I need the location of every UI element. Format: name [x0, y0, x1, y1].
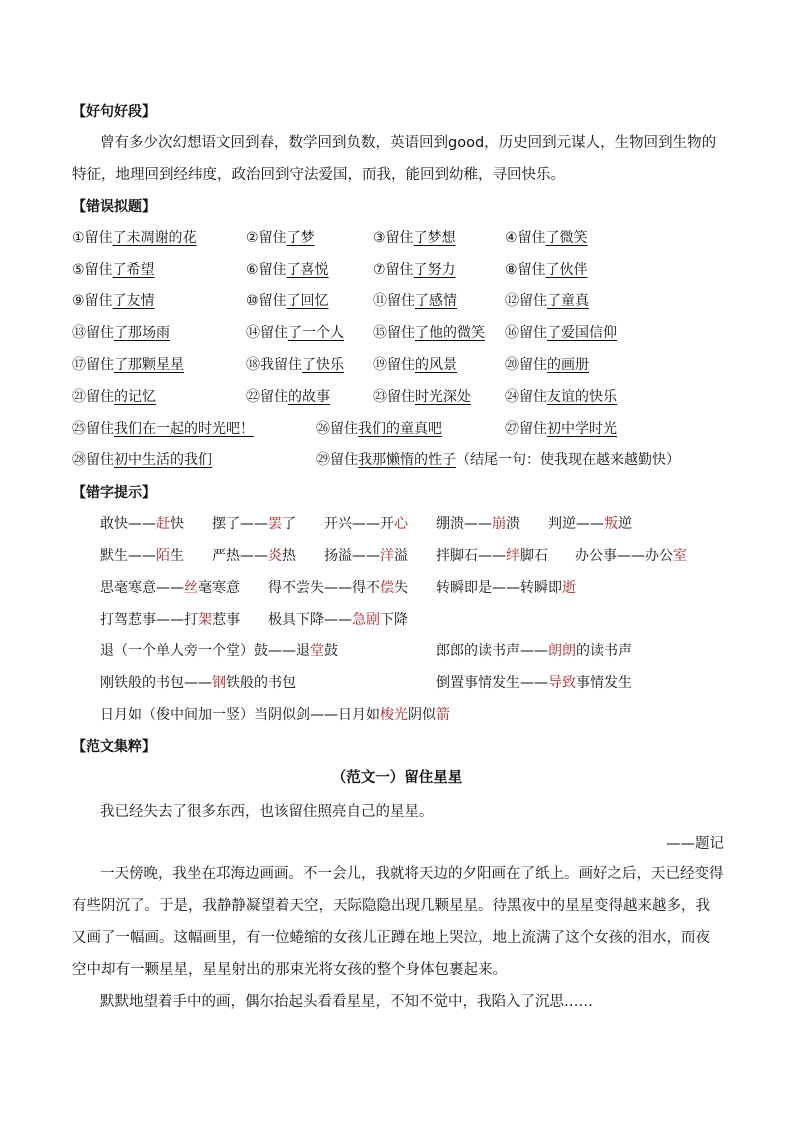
wrong-title-prefix: 留住	[86, 357, 114, 373]
typo-hint-item	[100, 641, 338, 661]
typo-dash: ——	[310, 707, 338, 723]
wrong-title-prefix: 留住	[517, 230, 546, 246]
typo-wrong: 刚铁般的书包	[100, 675, 184, 691]
typo-hint-item	[100, 705, 450, 725]
typo-dash: ——	[464, 516, 492, 532]
heading-essays: 【范文集粹】	[72, 739, 156, 755]
wrong-title-prefix: 留住	[86, 421, 114, 437]
typo-hint-item	[268, 578, 408, 598]
typo-dash: ——	[240, 548, 268, 564]
typo-correct-part: 逆	[618, 516, 632, 532]
typo-dash: ——	[617, 548, 645, 564]
wrong-title-underlined: 了伙伴	[545, 262, 588, 278]
wrong-title-prefix: 留住	[84, 293, 113, 309]
wrong-title-item	[72, 323, 170, 343]
typo-correct-char: 赶	[156, 516, 170, 532]
wrong-title-number: ⑧	[505, 262, 518, 278]
wrong-title-underlined: 的记忆	[114, 389, 156, 405]
typo-wrong: 日月如（俊中间加一竖）当阴似剑	[100, 707, 310, 723]
wrong-title-underlined: 了快乐	[302, 357, 344, 373]
wrong-title-prefix: 留住	[385, 230, 414, 246]
typo-wrong: 思毫寒意	[100, 580, 156, 596]
wrong-title-item	[72, 450, 212, 470]
wrong-title-prefix: 留住	[86, 452, 114, 468]
typo-correct-part: 溃	[506, 516, 520, 532]
wrong-title-underlined: 了感情	[415, 293, 457, 309]
typo-correct-part: 的读书声	[576, 643, 632, 659]
wrong-title-underlined: 我们的童真吧	[358, 421, 442, 437]
typo-correct-part: 阴似	[408, 707, 436, 723]
typo-correct-char: 朗朗	[548, 643, 576, 659]
wrong-title-underlined: 的画册	[547, 357, 589, 373]
typo-correct-part: 惹事	[212, 612, 240, 628]
typo-wrong: 绷溃	[436, 516, 464, 532]
wrong-title-item	[316, 419, 442, 439]
wrong-title-item	[373, 260, 456, 280]
wrong-title-prefix: 留住	[258, 262, 287, 278]
typo-hint-item	[436, 514, 520, 534]
wrong-title-underlined: 了未凋谢的花	[112, 230, 197, 246]
wrong-title-prefix: 留住	[86, 389, 114, 405]
wrong-title-item	[72, 228, 197, 248]
wrong-title-underlined: 了微笑	[545, 230, 588, 246]
typo-dash: ——	[352, 548, 380, 564]
wrong-title-number: ⑪	[373, 293, 387, 309]
typo-dash: ——	[324, 612, 352, 628]
wrong-title-number: ㉙	[316, 452, 330, 468]
wrong-title-prefix: 留住	[258, 293, 287, 309]
wrong-title-suffix: （结尾一句：使我现在越来越勤快）	[456, 452, 680, 468]
typo-wrong: 倒置事情发生	[436, 675, 520, 691]
wrong-title-number: ⑲	[373, 357, 387, 373]
wrong-title-underlined: 了回忆	[286, 293, 329, 309]
wrong-title-prefix: 留住	[387, 325, 415, 341]
typo-dash: ——	[520, 675, 548, 691]
typo-wrong: 摆了	[212, 516, 240, 532]
typo-correct-part: 热	[282, 548, 296, 564]
typo-correct-part: 得不	[352, 580, 380, 596]
wrong-title-number: ⑦	[373, 262, 386, 278]
essay-paragraph-2: 默默地望着手中的画，偶尔抬起头看看星星，不知不觉中，我陷入了沉思……	[100, 994, 593, 1010]
wrong-title-item	[246, 387, 330, 407]
typo-correct-part: 办公	[645, 548, 673, 564]
typo-correct-char: 偿	[380, 580, 394, 596]
typo-hint-item	[436, 673, 632, 693]
typo-correct-char: 罢	[268, 516, 282, 532]
wrong-title-number: ⑮	[373, 325, 387, 341]
wrong-title-underlined: 了梦	[286, 230, 315, 246]
wrong-title-prefix: 留住	[519, 325, 547, 341]
typo-wrong: 转瞬即是	[436, 580, 492, 596]
typo-hint-item	[548, 514, 632, 534]
typo-wrong: 开兴	[324, 516, 352, 532]
wrong-title-number: ②	[246, 230, 259, 246]
typo-correct-part: 事情发生	[576, 675, 632, 691]
wrong-title-underlined: 初中学时光	[547, 421, 617, 437]
typo-correct-char: 室	[673, 548, 687, 564]
wrong-title-prefix: 留住	[260, 325, 288, 341]
typo-wrong: 敢快	[100, 516, 128, 532]
wrong-title-underlined: 了希望	[112, 262, 155, 278]
wrong-title-underlined: 了友情	[112, 293, 155, 309]
wrong-title-number: ⑩	[246, 293, 259, 309]
wrong-title-number: ⑫	[505, 293, 519, 309]
wrong-title-number: ③	[373, 230, 386, 246]
typo-dash: ——	[352, 516, 380, 532]
typo-hint-item	[324, 546, 408, 566]
typo-wrong: 极具下降	[268, 612, 324, 628]
wrong-title-number: ㉑	[72, 389, 86, 405]
typo-hint-item	[100, 610, 240, 630]
typo-correct-char: 崩	[492, 516, 506, 532]
typo-correct-part: 溢	[394, 548, 408, 564]
typo-correct-part: 毫寒意	[198, 580, 240, 596]
typo-correct-char: 导致	[548, 675, 576, 691]
wrong-title-item	[505, 355, 589, 375]
typo-hint-item	[212, 546, 296, 566]
wrong-title-item	[246, 323, 344, 343]
typo-hint-item	[100, 673, 296, 693]
wrong-title-prefix: 留住	[519, 389, 547, 405]
wrong-title-number: ⑭	[246, 325, 260, 341]
wrong-title-underlined: 了努力	[413, 262, 456, 278]
wrong-title-number: ⑤	[72, 262, 85, 278]
typo-dash: ——	[128, 516, 156, 532]
typo-correct-char: 箭	[436, 707, 450, 723]
typo-correct-part: 快	[170, 516, 184, 532]
wrong-title-number: ㉕	[72, 421, 86, 437]
wrong-title-underlined: 友谊的快乐	[547, 389, 617, 405]
wrong-title-underlined: 我们在一起的时光吧！	[114, 421, 254, 437]
typo-correct-char: 钢	[212, 675, 226, 691]
wrong-title-underlined: 初中生活的我们	[114, 452, 212, 468]
typo-dash: ——	[324, 580, 352, 596]
typo-dash: ——	[478, 548, 506, 564]
essay-paragraph-1: 一天傍晚，我坐在邛海边画画。不一会儿，我就将天边的夕阳画在了纸上。画好之后，天已经变得有些阴沉了。于是，我静静凝望着天空，天际隐隐出现几颗星星。待黑夜中的星星变得越来越多，我又画了一幅画。这幅画里，有一位蜷缩的女孩儿正蹲在地上哭泣，地上流满了这个女孩的泪水，而夜空中却有一颗星星，星星射出的那束光将女孩的整个身体包裹起来。	[72, 866, 724, 978]
typo-dash: ——	[240, 516, 268, 532]
typo-hint-item	[212, 514, 296, 534]
wrong-title-item	[72, 387, 156, 407]
typo-dash: ——	[268, 643, 296, 659]
typo-correct-part: 转瞬即	[520, 580, 562, 596]
essay-epigraph-sign: ——题记	[666, 836, 724, 852]
wrong-title-item	[246, 291, 329, 311]
wrong-title-number: ⑳	[505, 357, 519, 373]
wrong-title-number: ④	[505, 230, 518, 246]
wrong-title-underlined: 的故事	[288, 389, 330, 405]
heading-wrong-titles: 【错误拟题】	[72, 199, 156, 215]
wrong-title-underlined: 了童真	[547, 293, 589, 309]
typo-hint-item	[436, 578, 576, 598]
wrong-title-number: ⑥	[246, 262, 259, 278]
wrong-title-item	[505, 419, 617, 439]
wrong-title-item	[246, 228, 315, 248]
heading-typo-hints: 【错字提示】	[72, 485, 156, 501]
typo-correct-char: 梭光	[380, 707, 408, 723]
wrong-title-number: ㉒	[246, 389, 260, 405]
wrong-title-item	[373, 387, 471, 407]
typo-correct-part: 失	[394, 580, 408, 596]
wrong-title-underlined: 了爱国信仰	[547, 325, 617, 341]
typo-hint-item	[436, 546, 548, 566]
typo-correct-char: 逝	[562, 580, 576, 596]
typo-wrong: 严热	[212, 548, 240, 564]
typo-wrong: 郎郎的读书声	[436, 643, 520, 659]
wrong-title-underlined: 了他的微笑	[415, 325, 485, 341]
typo-correct-part: 生	[170, 548, 184, 564]
wrong-title-number: ⑱	[246, 357, 260, 373]
typo-dash: ——	[576, 516, 604, 532]
typo-correct-part: 脚石	[520, 548, 548, 564]
wrong-title-prefix: 留住	[387, 389, 415, 405]
typo-correct-char: 陌	[156, 548, 170, 564]
wrong-title-item	[316, 450, 680, 470]
wrong-title-underlined: 了喜悦	[286, 262, 329, 278]
wrong-title-item	[505, 387, 617, 407]
wrong-title-item	[373, 355, 457, 375]
wrong-title-underlined: 的风景	[415, 357, 457, 373]
typo-correct-char: 叛	[604, 516, 618, 532]
wrong-title-prefix: 留住	[519, 293, 547, 309]
typo-dash: ——	[184, 675, 212, 691]
wrong-title-item	[72, 260, 155, 280]
typo-hint-item	[100, 514, 184, 534]
wrong-title-item	[72, 291, 155, 311]
wrong-title-number: ⑯	[505, 325, 519, 341]
wrong-title-item	[373, 323, 485, 343]
typo-wrong: 默生	[100, 548, 128, 564]
typo-hint-item	[100, 578, 240, 598]
typo-correct-part: 下降	[380, 612, 408, 628]
typo-hint-item	[268, 610, 408, 630]
typo-dash: ——	[128, 548, 156, 564]
wrong-title-underlined: 了梦想	[413, 230, 456, 246]
wrong-title-underlined: 了那颗星星	[114, 357, 184, 373]
wrong-title-underlined: 了一个人	[288, 325, 344, 341]
typo-wrong: 得不尝失	[268, 580, 324, 596]
typo-hint-item	[324, 514, 408, 534]
wrong-title-prefix: 留住	[387, 293, 415, 309]
typo-hint-item	[100, 546, 184, 566]
wrong-title-number: ⑨	[72, 293, 85, 309]
wrong-title-item	[373, 291, 457, 311]
wrong-title-prefix: 留住	[84, 262, 113, 278]
typo-dash: ——	[520, 643, 548, 659]
typo-wrong: 扬溢	[324, 548, 352, 564]
typo-correct-part: 铁般的书包	[226, 675, 296, 691]
wrong-title-number: ⑬	[72, 325, 86, 341]
wrong-title-prefix: 留住	[330, 452, 358, 468]
typo-wrong: 退（一个单人旁一个堂）鼓	[100, 643, 268, 659]
heading-good-sentences: 【好句好段】	[72, 104, 156, 120]
wrong-title-underlined: 时光深处	[415, 389, 471, 405]
wrong-title-number: ①	[72, 230, 85, 246]
typo-correct-part: 了	[282, 516, 296, 532]
typo-correct-char: 丝	[184, 580, 198, 596]
wrong-title-item	[72, 419, 254, 439]
wrong-title-prefix: 留住	[86, 325, 114, 341]
wrong-title-item	[505, 228, 588, 248]
typo-correct-char: 绊	[506, 548, 520, 564]
wrong-title-item	[246, 260, 329, 280]
wrong-title-item	[373, 228, 456, 248]
wrong-title-prefix: 留住	[84, 230, 113, 246]
wrong-title-number: ㉘	[72, 452, 86, 468]
wrong-title-number: ㉗	[505, 421, 519, 437]
wrong-title-item	[505, 260, 588, 280]
typo-correct-part: 鼓	[324, 643, 338, 659]
typo-dash: ——	[492, 580, 520, 596]
wrong-title-underlined: 了那场雨	[114, 325, 170, 341]
wrong-title-number: ㉓	[373, 389, 387, 405]
typo-correct-char: 洋	[380, 548, 394, 564]
wrong-title-prefix: 留住	[387, 357, 415, 373]
wrong-title-prefix: 留住	[517, 262, 546, 278]
wrong-title-item	[505, 323, 617, 343]
wrong-title-number: ㉔	[505, 389, 519, 405]
good-sentences-paragraph: 曾有多少次幻想语文回到春，数学回到负数，英语回到good，历史回到元谋人，生物回到生物的特征，地理回到经纬度，政治回到守法爱国，而我，能回到幼稚，寻回快乐。	[72, 135, 717, 183]
wrong-title-item	[72, 355, 184, 375]
wrong-title-number: ⑰	[72, 357, 86, 373]
typo-correct-part: 退	[296, 643, 310, 659]
typo-dash: ——	[156, 612, 184, 628]
wrong-title-item	[505, 291, 589, 311]
wrong-title-prefix: 留住	[258, 230, 287, 246]
typo-correct-part: 开	[380, 516, 394, 532]
wrong-title-underlined: 我那懒惰的性子	[358, 452, 456, 468]
wrong-title-prefix: 留住	[260, 389, 288, 405]
typo-correct-char: 急剧	[352, 612, 380, 628]
typo-hint-item	[436, 641, 632, 661]
typo-correct-char: 炎	[268, 548, 282, 564]
typo-correct-char: 堂	[310, 643, 324, 659]
typo-wrong: 打驾惹事	[100, 612, 156, 628]
wrong-title-item	[246, 355, 344, 375]
wrong-title-prefix: 我留住	[260, 357, 302, 373]
wrong-title-prefix: 留住	[519, 421, 547, 437]
typo-wrong: 办公事	[575, 548, 617, 564]
typo-correct-part: 日月如	[338, 707, 380, 723]
typo-hint-item	[575, 546, 687, 566]
typo-correct-char: 心	[394, 516, 408, 532]
typo-correct-char: 架	[198, 612, 212, 628]
wrong-title-prefix: 留住	[385, 262, 414, 278]
wrong-title-prefix: 留住	[330, 421, 358, 437]
essay-epigraph: 我已经失去了很多东西，也该留住照亮自己的星星。	[100, 804, 434, 820]
wrong-title-prefix: 留住	[519, 357, 547, 373]
typo-wrong: 判逆	[548, 516, 576, 532]
typo-dash: ——	[156, 580, 184, 596]
wrong-title-number: ㉖	[316, 421, 330, 437]
typo-correct-part: 打	[184, 612, 198, 628]
typo-wrong: 拌脚石	[436, 548, 478, 564]
essay-title: （范文一）留住星星	[331, 770, 463, 786]
